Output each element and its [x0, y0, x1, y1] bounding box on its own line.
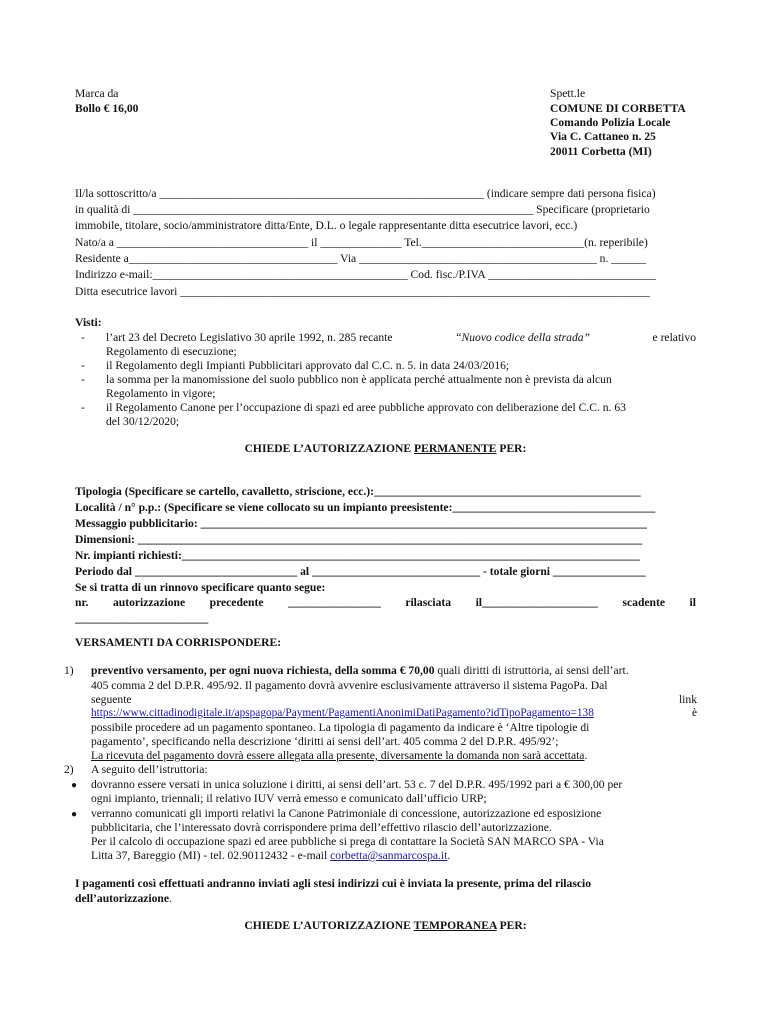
- payment-1-line1: [91, 663, 697, 679]
- period-field[interactable]: Periodo dal ____________________________ al _____________________________ - totale giorni ________________: [75, 565, 646, 578]
- applicant-role-hint: immobile, titolare, socio/amministratore ditta/Ente, D.L. o legale rappresentante ditta esecutrice lavori, ecc.): [75, 219, 578, 232]
- visti-item-1-title: “Nuovo codice della strada”: [455, 331, 590, 344]
- payment-2-bullet-2-line2: pubblicitaria, che l’interessato dovrà corrispondere prima dell’effettivo rilascio dell’autorizzazione.: [91, 821, 552, 834]
- visti-dash: -: [81, 373, 85, 386]
- dimensions-field[interactable]: Dimensioni: _______________________________________________________________________________________: [75, 533, 643, 546]
- visti-title: Visti:: [75, 316, 102, 329]
- applicant-birth-field[interactable]: Nato/a a _________________________________ il ______________ Tel.____________________________(n. reperibile): [75, 236, 648, 249]
- payment-1-line5: possibile procedere ad un pagamento spontaneo. La tipologia di pagamento da indicare è ‘Altre tipologie di: [91, 721, 590, 734]
- payment-2-bullet-1: dovranno essere versati in unica soluzione i diritti, ai sensi dell’art. 53 c. 7 del D.P.R. 495/1992 pari a € 300,00 per: [91, 778, 623, 791]
- payment-1-text: quali diritti di istruttoria, ai sensi dell’art.: [434, 664, 629, 677]
- visti-dash: -: [81, 359, 85, 372]
- recipient-salutation: Spett.le: [550, 87, 586, 100]
- recipient-office: Comando Polizia Locale: [550, 116, 671, 129]
- recipient-street: Via C. Cattaneo n. 25: [550, 130, 656, 143]
- closing-note-end: dell’autorizzazione: [75, 892, 170, 905]
- renewal-word: scadente: [622, 596, 665, 609]
- receipt-note: La ricevuta del pagamento dovrà essere allegata alla presente, diversamente la domanda non sarà accettata: [91, 749, 585, 762]
- email-link[interactable]: corbetta@sanmarcospa.it: [330, 849, 448, 862]
- payment-2-bullet-2-line3: Per il calcolo di occupazione spazi ed aree pubbliche si prega di contattare la Società SAN MARCO SPA - Via: [91, 835, 604, 848]
- visti-item-3: la somma per la manomissione del suolo pubblico non è applicata perché attualmente non è prevista da alcun: [106, 373, 612, 386]
- pagopa-link[interactable]: https://www.cittadinodigitale.it/apspagopa/Payment/PagamentiAnonimiDatiPagamento?idTipoPagamento=138: [91, 707, 594, 719]
- renewal-field[interactable]: [75, 595, 696, 611]
- request-temporary-heading: [75, 918, 696, 934]
- renewal-word: precedente: [209, 596, 264, 609]
- payment-2-bullet-2: verranno comunicati gli importi relativi la Canone Patrimoniale di concessione, autorizzazione ed esposizione: [91, 807, 602, 820]
- type-field[interactable]: Tipologia (Specificare se cartello, cavalletto, striscione, ecc.):______________________________________________: [75, 485, 641, 498]
- visti-dash: -: [81, 331, 85, 344]
- renewal-date-blank[interactable]: il____________________: [475, 596, 598, 609]
- heading-keyword: PERMANENTE: [414, 442, 497, 455]
- payment-2-bullet-2-line4: [91, 848, 697, 864]
- recipient-name: COMUNE DI CORBETTA: [550, 102, 686, 115]
- visti-item-1-line2: Regolamento di esecuzione;: [106, 345, 237, 358]
- payment-1-word: è: [691, 707, 697, 719]
- payment-1-word: seguente: [91, 693, 132, 706]
- location-field[interactable]: Località / n° p.p.: (Specificare se viene collocato su un impianto preesistente:___________________________________: [75, 501, 656, 514]
- payment-number: 2): [64, 763, 74, 776]
- applicant-role-field[interactable]: in qualità di _____________________________________________________________________ Specificare (proprietario: [75, 203, 650, 216]
- payment-2-intro: A seguito dell’istruttoria:: [91, 763, 208, 776]
- renewal-word: il: [689, 596, 696, 609]
- payment-1-line2: 405 comma 2 del D.P.R. 495/92. Il pagamento dovrà avvenire esclusivamente attraverso il sistema PagoPa. Dal: [91, 679, 608, 692]
- heading-text-end: PER:: [496, 919, 527, 932]
- payment-1-line6: pagamento’, specificando nella descrizione ‘diritti ai sensi dell’art. 405 comma 2 del D.P.R. 495/92’;: [91, 735, 559, 748]
- stamp-label: Marca da: [75, 87, 119, 100]
- visti-item-4-line2: del 30/12/2020;: [106, 415, 180, 428]
- renewal-word: autorizzazione: [112, 596, 186, 609]
- payment-2-bullet-1-line2: ogni impianto, triennali; il relativo IUV verrà emesso e comunicato dall’ufficio URP;: [91, 792, 487, 805]
- heading-text: CHIEDE L’AUTORIZZAZIONE: [244, 919, 414, 932]
- installations-count-field[interactable]: Nr. impianti richiesti:_______________________________________________________________________________: [75, 549, 640, 562]
- heading-text-end: PER:: [496, 442, 527, 455]
- visti-dash: -: [81, 401, 85, 414]
- visti-item-2: il Regolamento degli Impianti Pubblicitari approvato dal C.C. n. 5. in data 24/03/2016;: [106, 359, 510, 372]
- closing-note: I pagamenti così effettuati andranno inviati agli stesi indirizzi cui è inviata la presente, prima del rilascio: [75, 877, 592, 890]
- heading-keyword: TEMPORANEA: [413, 919, 497, 932]
- payment-number: 1): [64, 664, 74, 677]
- closing-note-line2: [75, 891, 696, 907]
- receipt-note-end: .: [584, 749, 588, 762]
- visti-item-4: il Regolamento Canone per l’occupazione di spazi ed aree pubbliche approvato con deliberazione del C.C. n. 63: [106, 401, 626, 414]
- visti-item-1-text: l’art 23 del Decreto Legislativo 30 aprile 1992, n. 285 recante: [106, 331, 393, 344]
- renewal-expiry-blank[interactable]: _______________________: [75, 612, 209, 625]
- renewal-note: Se si tratta di un rinnovo specificare quanto segue:: [75, 581, 326, 594]
- payment-1-word: link: [678, 693, 697, 706]
- visti-item-1-end: e relativo: [652, 331, 696, 344]
- payments-title: VERSAMENTI DA CORRISPONDERE:: [75, 636, 282, 649]
- applicant-email-field[interactable]: Indirizzo e-mail:____________________________________________ Cod. fisc./P.IVA _____________________________: [75, 268, 657, 281]
- renewal-number-blank[interactable]: ________________: [288, 596, 381, 609]
- renewal-word: rilasciata: [405, 596, 452, 609]
- bullet-icon: ●: [71, 780, 78, 791]
- renewal-word: nr.: [75, 596, 89, 609]
- applicant-residence-field[interactable]: Residente a____________________________________ Via _________________________________________ n. ______: [75, 252, 647, 265]
- contact-text-end: .: [447, 849, 451, 862]
- applicant-company-field[interactable]: Ditta esecutrice lavori _________________________________________________________________________________: [75, 285, 650, 298]
- bullet-icon: ●: [71, 809, 78, 820]
- recipient-city: 20011 Corbetta (MI): [550, 145, 652, 158]
- closing-note-period: .: [169, 892, 172, 905]
- contact-text: Litta 37, Bareggio (MI) - tel. 02.90112432 - e-mail: [91, 849, 331, 862]
- heading-text: CHIEDE L’AUTORIZZAZIONE: [244, 442, 415, 455]
- visti-item-3-line2: Regolamento in vigore;: [106, 387, 216, 400]
- message-field[interactable]: Messaggio pubblicitario: _____________________________________________________________________________: [75, 517, 647, 530]
- request-permanent-heading: [75, 441, 696, 457]
- stamp-amount: Bollo € 16,00: [75, 102, 139, 115]
- applicant-name-field[interactable]: Il/la sottoscritto/a ________________________________________________________ (indicare sempre dati persona fisica): [75, 187, 656, 200]
- payment-1-amount: preventivo versamento, per ogni nuova richiesta, della somma € 70,00: [91, 664, 435, 677]
